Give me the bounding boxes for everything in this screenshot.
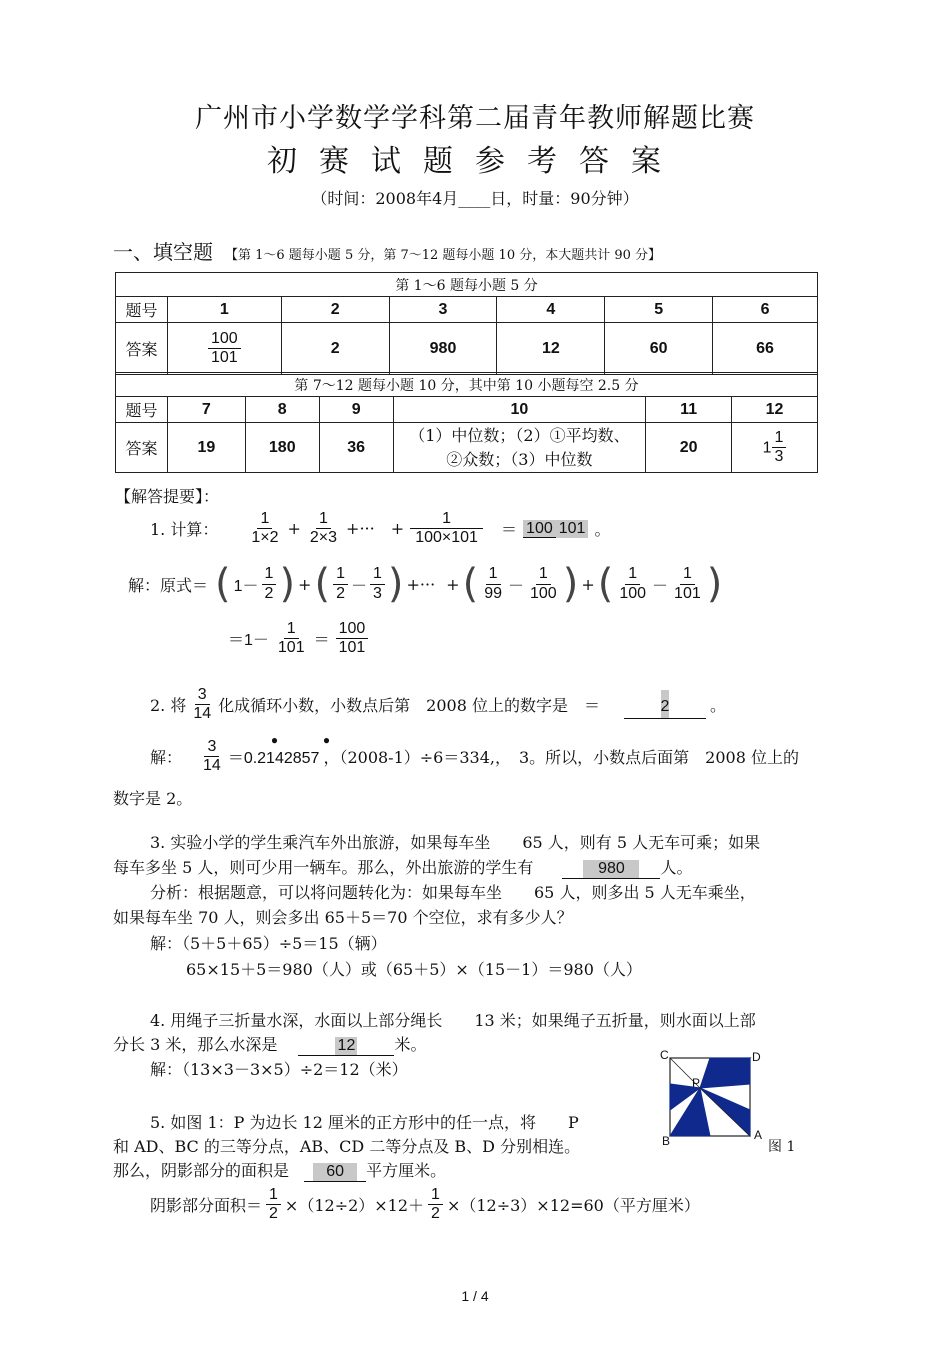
mixed-whole: 1	[762, 439, 772, 456]
frac-den: 3	[372, 584, 382, 602]
answer-1	[167, 323, 281, 375]
answer-2: 2	[281, 323, 389, 375]
q-num: 7	[167, 397, 245, 423]
page-number: 1 / 4	[461, 1288, 489, 1304]
plus: +	[581, 574, 595, 594]
minus: －	[350, 575, 367, 595]
frac-num: 3	[195, 686, 210, 705]
frac-den: 2	[336, 584, 345, 602]
q4-text-end: 米。	[394, 1035, 427, 1054]
vertex-label-c: C	[660, 1048, 669, 1062]
q2-label: 2. 将	[150, 696, 187, 716]
solution-label: 解：	[150, 748, 183, 768]
frac-num: 1	[370, 565, 385, 584]
term: ＝1－	[228, 632, 269, 650]
repeat-dot-icon: ●	[322, 733, 331, 748]
q4-line2	[113, 1032, 426, 1056]
frac-num: 1	[316, 510, 331, 529]
answer-table-2	[115, 372, 818, 473]
frac-num: 3	[204, 738, 219, 757]
frac-num: 1	[772, 429, 787, 448]
frac-num: 100	[208, 330, 241, 349]
q1-label: 1. 计算：	[150, 520, 219, 540]
row-label: 答案	[116, 423, 168, 473]
q1-solution-line2	[228, 620, 368, 658]
answer-9: 36	[319, 423, 393, 473]
table2-caption: 第 7～12 题每小题 10 分，其中第 10 小题每空 2.5 分	[116, 373, 818, 397]
answer-5: 60	[605, 323, 713, 375]
frac-num: 1	[428, 1186, 443, 1205]
answer-7: 19	[167, 423, 245, 473]
answer-10-line1: （1）中位数；（2）①平均数、	[409, 425, 630, 445]
frac-num: 1	[410, 510, 483, 529]
frac-den: 100	[619, 584, 647, 602]
frac-den: 100	[530, 584, 557, 602]
q-num: 9	[319, 397, 393, 423]
answer-4: 12	[497, 323, 605, 375]
right-paren-icon: )	[562, 561, 579, 607]
answer-3: 980	[389, 323, 497, 375]
q-num: 12	[732, 397, 818, 423]
vertex-label-a: A	[754, 1128, 763, 1142]
ellipsis: +···	[346, 519, 375, 539]
repeating-decimal	[227, 733, 331, 768]
decimal-value: ＝0.2142857	[227, 750, 320, 768]
frac-num: 1	[266, 1186, 281, 1205]
minus: －	[652, 575, 669, 595]
table2-ans-row	[116, 423, 818, 473]
q5-line4	[150, 1186, 700, 1224]
q5-calc-label: 阴影部分面积＝	[150, 1196, 263, 1216]
left-paren-icon: (	[215, 561, 231, 607]
equals: ＝	[501, 520, 518, 540]
section-note: 【第 1～6 题每小题 5 分，第 7～12 题每小题 10 分，本大题共计 90 分】	[225, 248, 662, 263]
frac-num: 1	[625, 565, 640, 584]
q4-line3: 解：（13×3－3×5）÷2＝12（米）	[150, 1060, 408, 1079]
q3-answer-blank	[562, 858, 660, 879]
q4-answer-blank	[298, 1035, 394, 1056]
answer-10	[393, 423, 646, 473]
q1-line	[150, 510, 610, 548]
q-num: 8	[245, 397, 319, 423]
q3-line1: 3. 实验小学的学生乘汽车外出旅游，如果每车坐 65 人，则有 5 人无车可乘；如果	[150, 833, 761, 852]
frac-den: 14	[193, 705, 212, 723]
q2-line	[150, 686, 726, 724]
plus: +	[390, 519, 405, 539]
q5-line2: 和 AD、BC 的三等分点，AB、CD 二等分点及 B、D 分别相连。	[113, 1137, 581, 1156]
plus: +	[287, 519, 301, 539]
equals: ＝	[313, 630, 330, 650]
q5-text-end: 平方厘米。	[366, 1161, 447, 1180]
q5-line3	[113, 1158, 446, 1182]
frac-den: 2	[269, 1205, 278, 1223]
period: 。	[594, 520, 611, 540]
page-title: 广州市小学数学学科第二届青年教师解题比赛	[195, 103, 755, 134]
frac-num: 1	[536, 565, 551, 584]
q-num: 3	[389, 297, 497, 323]
frac-den: 99	[484, 584, 502, 602]
q2-solution	[150, 733, 799, 776]
q3-line4: 如果每车坐 70 人，则会多出 65＋5＝70 个空位，求有多少人？	[113, 908, 573, 927]
left-paren-icon: (	[314, 561, 331, 607]
q-num: 5	[605, 297, 713, 323]
table1-caption: 第 1～6 题每小题 5 分	[116, 273, 818, 297]
solutions-heading: 【解答提要】：	[115, 487, 220, 506]
frac-num: 1	[680, 565, 695, 584]
plus: +	[446, 574, 460, 594]
q-num: 10	[393, 397, 646, 423]
frac-den: 3	[774, 448, 784, 465]
minus: －	[507, 575, 524, 595]
q2-text: 化成循环小数，小数点后第 2008 位上的数字是 ＝	[218, 696, 600, 716]
frac-den: 101	[558, 519, 586, 537]
frac-num: 1	[333, 565, 348, 584]
q2-answer-blank	[624, 690, 706, 719]
q4-answer: 12	[335, 1037, 357, 1055]
repeat-dot-icon: ●	[270, 733, 279, 748]
row-label: 题号	[116, 397, 168, 423]
row-label: 题号	[116, 297, 168, 323]
vertex-label-d: D	[752, 1050, 761, 1064]
term: 1－	[233, 577, 259, 595]
table1-ans-row	[116, 323, 818, 375]
frac-den: 1×2	[251, 529, 279, 547]
q2-answer: 2	[661, 690, 670, 718]
q3-line3: 分析：根据题意，可以将问题转化为：如果每车坐 65 人，则多出 5 人无车乘坐，	[150, 883, 756, 902]
row-label: 答案	[116, 323, 168, 375]
figure-1	[660, 1048, 800, 1158]
q3-line2	[113, 855, 692, 879]
frac-den: 2	[264, 584, 274, 602]
q2-solution-line2: 数字是 2。	[113, 789, 193, 808]
section-title: 一、填空题	[113, 240, 213, 264]
q-num: 6	[713, 297, 818, 323]
q5-calc-end: ×（12÷3）×12=60（平方厘米）	[446, 1196, 700, 1216]
q5-line1: 5. 如图 1：P 为边长 12 厘米的正方形中的任一点，将 P	[150, 1113, 579, 1132]
answer-11: 20	[646, 423, 732, 473]
q1-solution	[128, 561, 723, 607]
frac-num: 1	[486, 565, 501, 584]
frac-den: 2	[431, 1205, 440, 1223]
frac-den: 101	[674, 584, 701, 602]
q-num: 2	[281, 297, 389, 323]
q3-answer: 980	[583, 860, 639, 878]
q4-line1: 4. 用绳子三折量水深，水面以上部分绳长 13 米；如果绳子五折量，则水面以上部	[150, 1011, 756, 1030]
frac-num: 1	[257, 510, 272, 529]
q-num: 11	[646, 397, 732, 423]
q-num: 4	[497, 297, 605, 323]
table1-num-row	[116, 297, 818, 323]
frac-den: 100×101	[415, 529, 478, 547]
frac-den: 101	[210, 349, 238, 366]
frac-num: 100	[336, 620, 369, 639]
answer-table	[115, 272, 818, 375]
right-paren-icon: )	[706, 561, 723, 607]
answer-10-line2: ②众数；（3）中位数	[446, 449, 593, 469]
right-paren-icon: )	[279, 561, 296, 607]
q5-text: 那么，阴影部分的面积是	[113, 1161, 290, 1180]
q3-line5: 解：（5＋5＋65）÷5＝15（辆）	[150, 934, 387, 953]
period: 。	[709, 696, 726, 716]
answer-12	[732, 423, 818, 473]
point-label-p: P	[692, 1076, 701, 1090]
q-num: 1	[167, 297, 281, 323]
frac-den: 2×3	[309, 529, 338, 547]
q5-answer-blank	[304, 1161, 366, 1182]
frac-den: 14	[203, 757, 221, 775]
right-paren-icon: )	[387, 561, 404, 607]
table2-num-row	[116, 397, 818, 423]
vertex-label-b: B	[662, 1134, 671, 1148]
exam-meta: （时间：2008年4月____日，时量：90分钟）	[311, 189, 639, 208]
left-paren-icon: (	[597, 561, 614, 607]
frac-num: 1	[284, 620, 299, 639]
q3-text: 每车多坐 5 人，则可少用一辆车。那么，外出旅游的学生有	[113, 858, 534, 877]
q5-answer: 60	[313, 1163, 357, 1181]
answer-8: 180	[245, 423, 319, 473]
q5-calc-mid: ×（12÷2）×12＋	[284, 1196, 425, 1216]
q2-solution-text: ，（2008-1）÷6＝334,， 3。所以，小数点后面第 2008 位上的	[323, 748, 799, 768]
frac-num: 1	[262, 565, 277, 584]
frac-den: 101	[338, 639, 366, 657]
q1-answer	[523, 520, 588, 538]
answer-6: 66	[713, 323, 818, 375]
page-subtitle: 初赛试题参考答案	[267, 144, 683, 179]
figure-caption: 图 1	[768, 1139, 796, 1155]
left-paren-icon: (	[462, 561, 479, 607]
solution-label: 解：原式＝	[128, 575, 209, 595]
frac-den: 101	[277, 639, 305, 657]
ellipsis: +···	[406, 574, 436, 594]
q4-text: 分长 3 米，那么水深是	[113, 1035, 278, 1054]
q3-line6: 65×15＋5＝980（人）或（65＋5）×（15－1）＝980（人）	[186, 960, 642, 979]
frac-num: 100	[523, 520, 556, 538]
section-heading	[113, 236, 661, 265]
q3-text-end: 人。	[660, 858, 693, 877]
plus: +	[298, 574, 312, 594]
